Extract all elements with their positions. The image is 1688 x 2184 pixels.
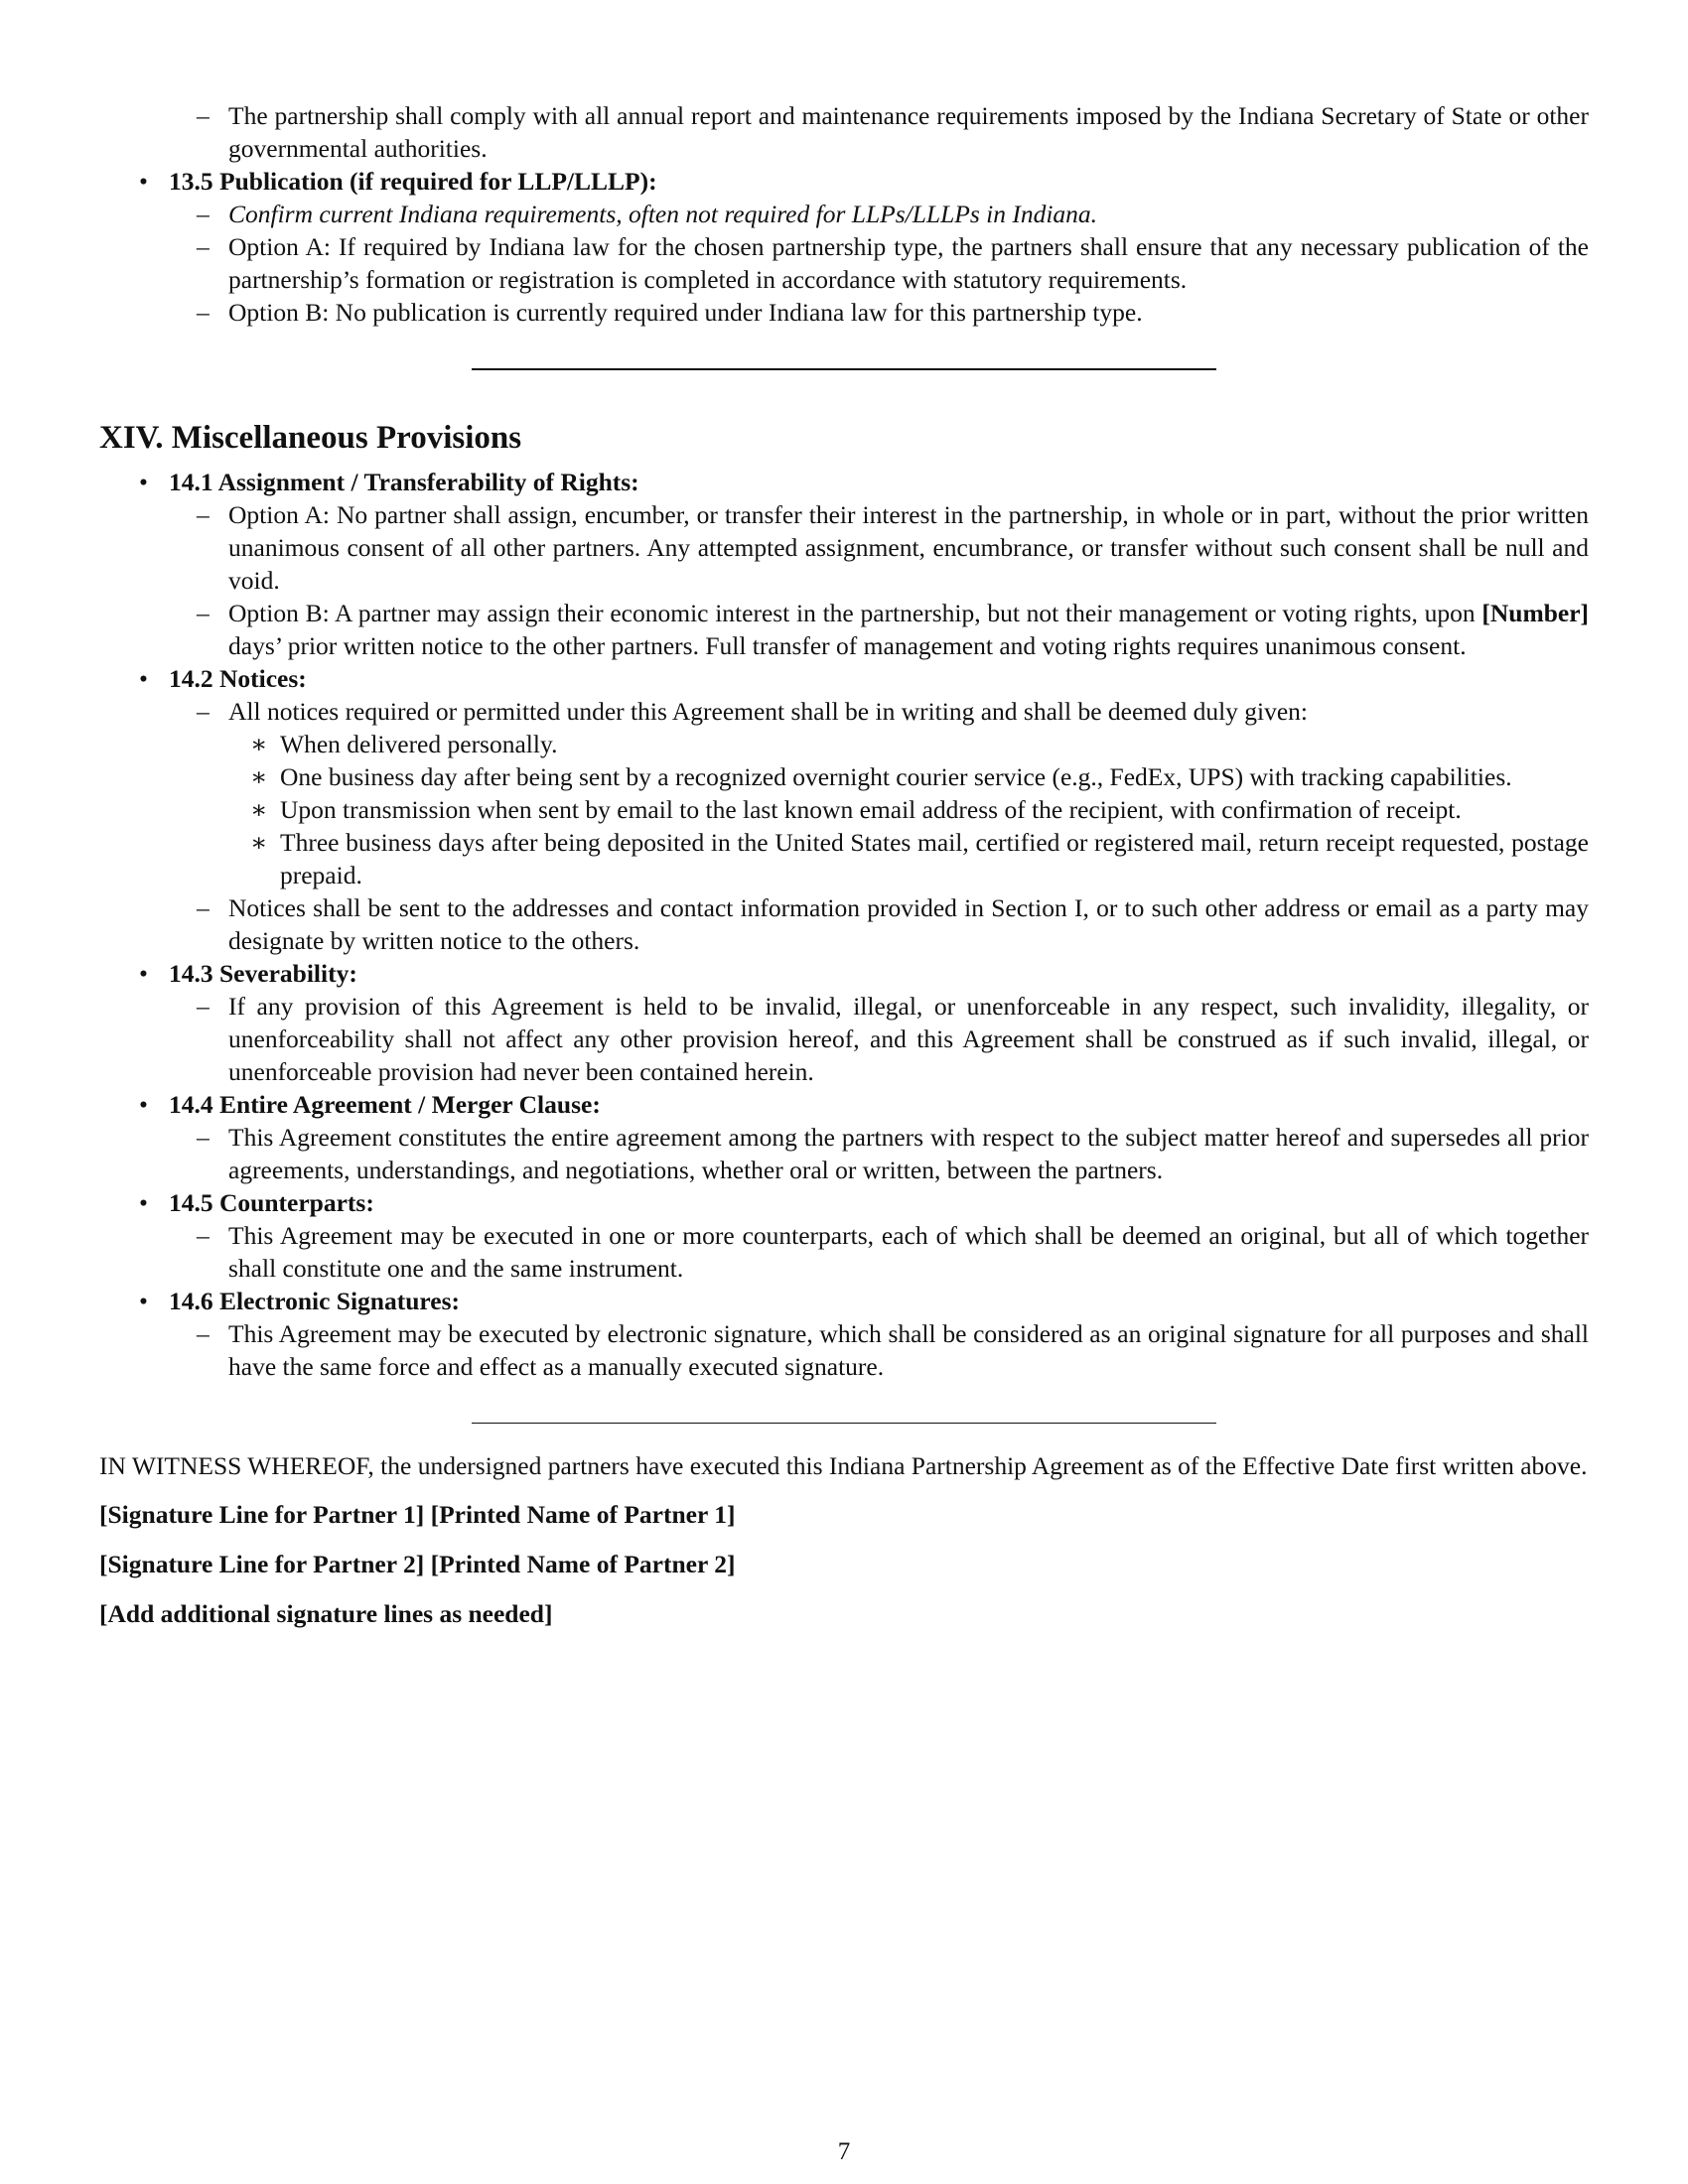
signature-line-partner-1: [Signature Line for Partner 1] [Printed Name of Partner 1] [99, 1500, 736, 1529]
subsection-heading: 14.3 Severability: [169, 959, 357, 988]
list-item: ∗ Upon transmission when sent by email to the last known email address of the recipient, with confirmation of receipt. [99, 793, 1589, 826]
witness-clause: IN WITNESS WHEREOF, the undersigned partners have executed this Indiana Partnership Agreement as of the Effective Date first written above. [99, 1451, 1588, 1480]
subsection-14-5 [99, 1186, 1589, 1285]
subsection-heading: 13.5 Publication (if required for LLP/LLLP): [169, 167, 657, 196]
section-title: XIV. Miscellaneous Provisions [99, 420, 522, 456]
list-item: – Option A: If required by Indiana law for the chosen partnership type, the partners shall ensure that any necessary publication of the partnership’s formation or registration is completed in accordance with statutory requirements. [99, 230, 1589, 296]
subsection-14-2 [99, 662, 1589, 957]
list-item: – Notices shall be sent to the addresses and contact information provided in Section I, or to such other address or email as a party may designate by written notice to the others. [99, 891, 1589, 957]
subsection-14-6 [99, 1285, 1589, 1383]
list-item: – Confirm current Indiana requirements, often not required for LLPs/LLLPs in Indiana. [99, 198, 1589, 230]
signature-line-partner-2: [Signature Line for Partner 2] [Printed Name of Partner 2] [99, 1550, 736, 1578]
subsection-14-3 [99, 957, 1589, 1088]
page-number: 7 [837, 2138, 851, 2165]
document-page [99, 99, 1589, 1630]
subsection-heading: 14.6 Electronic Signatures: [169, 1287, 461, 1315]
list-item: – Option B: A partner may assign their economic interest in the partnership, but not their management or voting rights, upon [Number] days’ prior written notice to the other partners. Full transfer of management and voting rights requires unanimous consent. [99, 597, 1589, 662]
subsection-heading: 14.1 Assignment / Transferability of Rights: [169, 468, 639, 496]
list-item [99, 99, 1589, 165]
list-item: – The partnership shall comply with all annual report and maintenance requirements imposed by the Indiana Secretary of State or other governmental authorities. [99, 99, 1589, 165]
list-item: ∗ One business day after being sent by a recognized overnight courier service (e.g., FedEx, UPS) with tracking capabilities. [99, 760, 1589, 793]
section-14-list [99, 466, 1589, 1383]
subsection-13-5 [99, 165, 1589, 329]
subsection-14-1 [99, 466, 1589, 662]
subsection-14-4 [99, 1088, 1589, 1186]
subsection-heading: 14.2 Notices: [169, 664, 307, 693]
list-item: – This Agreement may be executed by electronic signature, which shall be considered as an original signature for all purposes and shall have the same force and effect as a manually executed signature. [99, 1317, 1589, 1383]
list-item: – This Agreement may be executed in one or more counterparts, each of which shall be deemed an original, but all of which together shall constitute one and the same instrument. [99, 1219, 1589, 1285]
subsection-heading: 14.5 Counterparts: [169, 1188, 374, 1217]
list-item: – All notices required or permitted under this Agreement shall be in writing and shall be deemed duly given: ∗ When delivered personally. ∗ One business day after being sent by a recognized overnight courier service (e.g., FedEx, UPS) with tracking capabilities. ∗ Upon transmission when sent by email to the last known email address of the recipient, with confirmation of receipt. ∗ Three business days after being deposited in the United States mail, certified or registered mail, return receipt requested, postage prepaid. [99, 695, 1589, 891]
subsection-heading: 14.4 Entire Agreement / Merger Clause: [169, 1090, 601, 1119]
list-item: – Option B: No publication is currently required under Indiana law for this partnership type. [99, 296, 1589, 329]
placeholder-field: [Number] [1481, 599, 1589, 627]
section-divider [472, 1423, 1216, 1424]
list-item: – This Agreement constitutes the entire agreement among the partners with respect to the subject matter hereof and supersedes all prior agreements, understandings, and negotiations, whether oral or written, between the partners. [99, 1121, 1589, 1186]
list-item: ∗ When delivered personally. [99, 728, 1589, 760]
list-item: – Option A: No partner shall assign, encumber, or transfer their interest in the partnership, in whole or in part, without the prior written unanimous consent of all other partners. Any attempted assignment, encumbrance, or transfer without such consent shall be null and void. [99, 498, 1589, 597]
additional-signature-lines: [Add additional signature lines as needed] [99, 1599, 553, 1628]
section-13-continued [99, 99, 1589, 329]
list-item: – If any provision of this Agreement is held to be invalid, illegal, or unenforceable in any respect, such invalidity, illegality, or unenforceability shall not affect any other provision hereof, and this Agreement shall be construed as if such invalid, illegal, or unenforceable provision had never been contained herein. [99, 990, 1589, 1088]
section-divider [472, 368, 1216, 370]
list-item: ∗ Three business days after being deposited in the United States mail, certified or registered mail, return receipt requested, postage prepaid. [99, 826, 1589, 891]
